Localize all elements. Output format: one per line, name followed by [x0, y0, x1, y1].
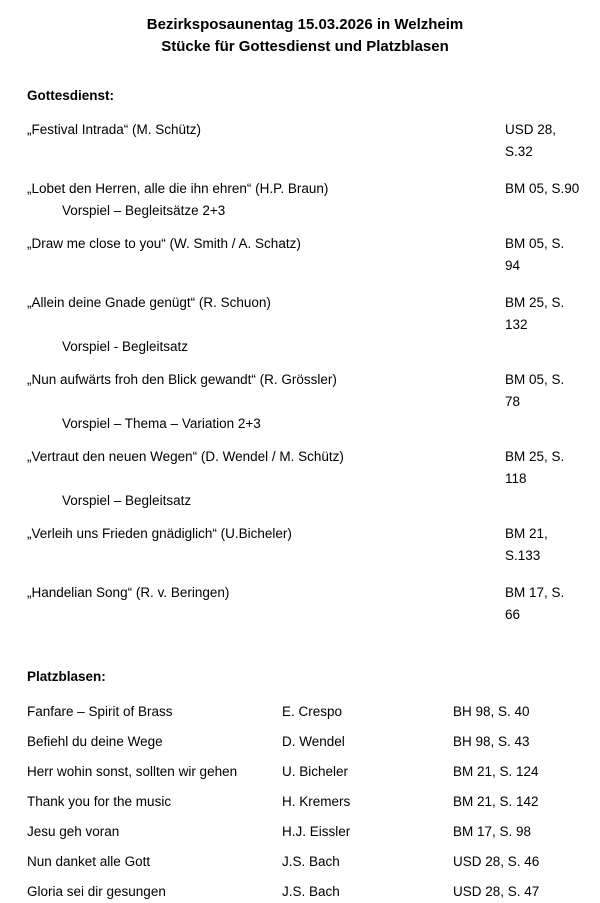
piece-ref: BM 21, S.133 — [505, 526, 548, 563]
piece-title: „Verleih uns Frieden gnädiglich“ (U.Bicheler) — [27, 526, 292, 541]
platzblasen-row — [27, 701, 583, 723]
piece-title: Fanfare – Spirit of Brass — [27, 704, 173, 719]
piece-row — [27, 233, 583, 277]
piece-ref: USD 28, S. 46 — [453, 854, 540, 869]
piece-row — [27, 446, 583, 512]
piece-title: „Handelian Song“ (R. v. Beringen) — [27, 585, 230, 600]
piece-ref: BM 05, S. 78 — [505, 372, 565, 409]
piece-title: Nun danket alle Gott — [27, 854, 151, 869]
platzblasen-row — [27, 731, 583, 753]
piece-title: Thank you for the music — [27, 794, 172, 809]
piece-row — [27, 292, 583, 358]
piece-title: „Draw me close to you“ (W. Smith / A. Schatz) — [27, 236, 301, 251]
piece-title: Gloria sei dir gesungen — [27, 884, 166, 899]
piece-subtitle: Vorspiel – Begleitsätze 2+3 — [62, 203, 226, 218]
piece-ref: BM 17, S. 66 — [505, 585, 565, 622]
piece-subtitle: Vorspiel – Begleitsatz — [62, 493, 192, 508]
piece-composer: J.S. Bach — [282, 884, 340, 899]
piece-composer: H.J. Eissler — [282, 824, 351, 839]
piece-row — [27, 119, 583, 163]
piece-title: „Lobet den Herren, alle die ihn ehren“ (H.P. Braun) — [27, 181, 329, 196]
piece-composer: E. Crespo — [282, 704, 343, 719]
piece-ref: BM 05, S.90 — [505, 181, 580, 196]
piece-ref: BH 98, S. 43 — [453, 734, 530, 749]
piece-ref: USD 28, S.32 — [505, 122, 557, 159]
piece-ref: BM 25, S. 132 — [505, 295, 565, 332]
platzblasen-row — [27, 761, 583, 783]
piece-title: Herr wohin sonst, sollten wir gehen — [27, 764, 238, 779]
section-heading-platzblasen: Platzblasen: — [27, 669, 106, 684]
platzblasen-row — [27, 881, 583, 903]
piece-row — [27, 523, 583, 567]
platzblasen-row — [27, 851, 583, 873]
piece-ref: BM 17, S. 98 — [453, 824, 532, 839]
platzblasen-row — [27, 791, 583, 813]
doc-title-line1: Bezirksposaunentag 15.03.2026 in Welzheim — [146, 16, 464, 33]
piece-title: Befiehl du deine Wege — [27, 734, 163, 749]
piece-title: „Vertraut den neuen Wegen“ (D. Wendel / M. Schütz) — [27, 449, 344, 464]
piece-ref: USD 28, S. 47 — [453, 884, 540, 899]
doc-title-line2: Stücke für Gottesdienst und Platzblasen — [161, 38, 449, 55]
piece-composer: H. Kremers — [282, 794, 351, 809]
piece-composer: J.S. Bach — [282, 854, 340, 869]
piece-title: „Allein deine Gnade genügt“ (R. Schuon) — [27, 295, 271, 310]
piece-ref: BM 05, S. 94 — [505, 236, 565, 273]
section-heading-gottesdienst: Gottesdienst: — [27, 88, 115, 103]
piece-ref: BH 98, S. 40 — [453, 704, 530, 719]
platzblasen-row — [27, 821, 583, 843]
piece-row — [27, 582, 583, 626]
piece-ref: BM 21, S. 124 — [453, 764, 539, 779]
piece-title: „Nun aufwärts froh den Blick gewandt“ (R. Grössler) — [27, 372, 337, 387]
piece-ref: BM 25, S. 118 — [505, 449, 565, 486]
piece-row — [27, 369, 583, 435]
piece-ref: BM 21, S. 142 — [453, 794, 539, 809]
piece-row — [27, 178, 583, 222]
piece-subtitle: Vorspiel - Begleitsatz — [62, 339, 189, 354]
piece-title: „Festival Intrada“ (M. Schütz) — [27, 122, 202, 137]
piece-title: Jesu geh voran — [27, 824, 120, 839]
piece-composer: U. Bicheler — [282, 764, 349, 779]
piece-composer: D. Wendel — [282, 734, 345, 749]
piece-subtitle: Vorspiel – Thema – Variation 2+3 — [62, 416, 261, 431]
